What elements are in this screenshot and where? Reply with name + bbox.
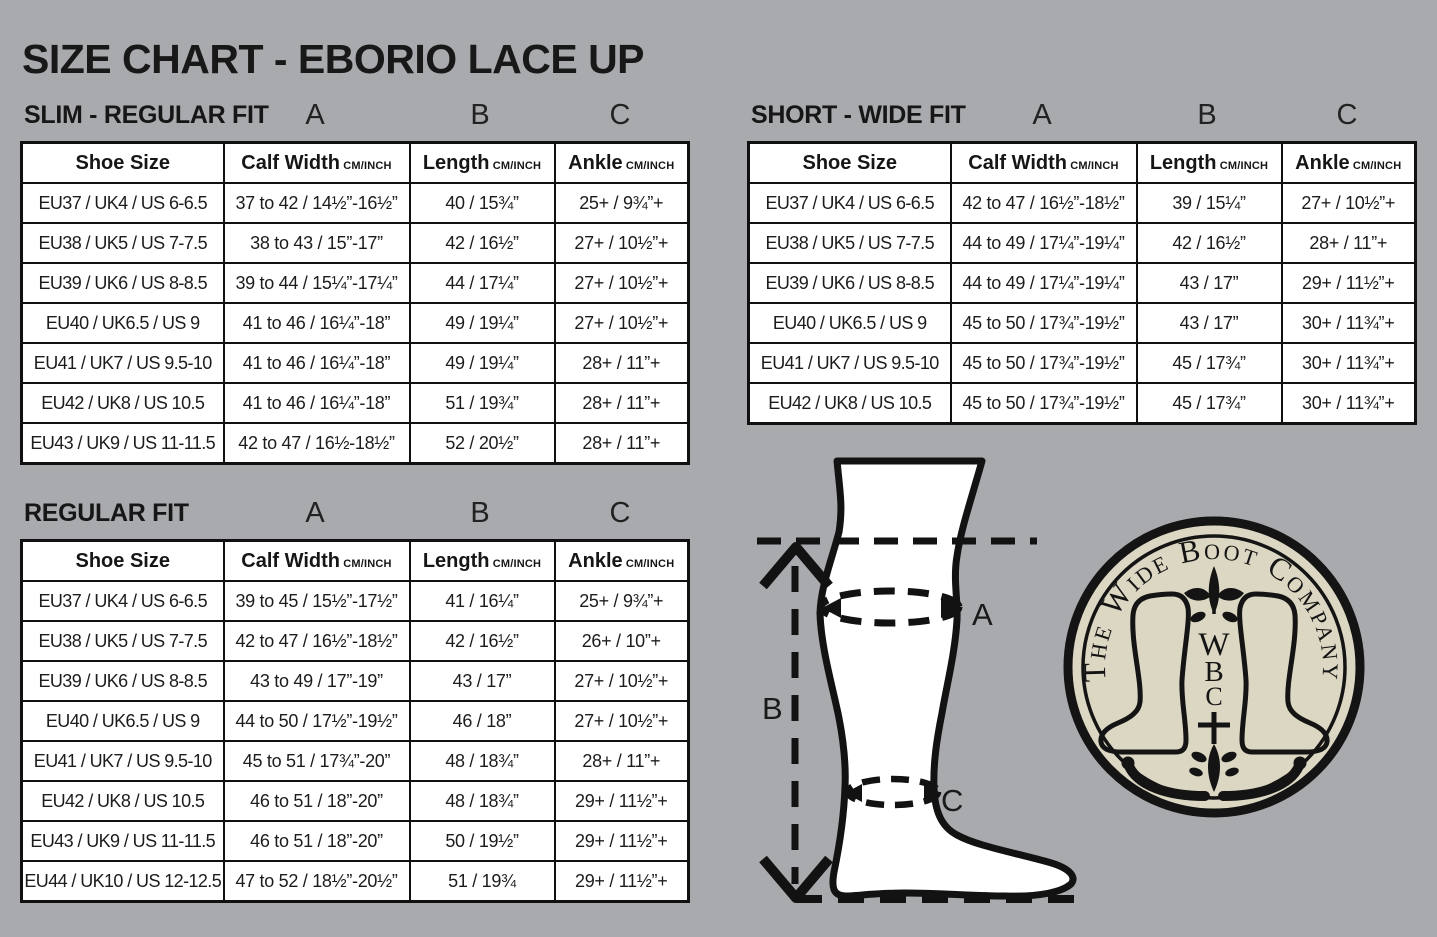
table-cell: 45 to 50 / 17¾”-19½”	[951, 303, 1137, 343]
header-cell: Calf Width CM/INCH	[224, 143, 410, 184]
table-cell: 30+ / 11¾”+	[1282, 343, 1416, 383]
column-letter-c: C	[1336, 99, 1358, 131]
table-cell: 28+ / 11”+	[555, 423, 689, 464]
boot-measurement-diagram	[757, 461, 1089, 899]
logo-monogram-w: W	[1198, 627, 1230, 663]
table-cell: 30+ / 11¾”+	[1282, 303, 1416, 343]
table-cell: 29+ / 11½”+	[555, 781, 689, 821]
table-cell: 41 / 16¼”	[410, 581, 555, 621]
table-cell: 39 / 15¼”	[1137, 183, 1282, 223]
table-cell: EU37 / UK4 / US 6-6.5	[22, 183, 224, 223]
header-cell: Shoe Size	[22, 143, 224, 184]
table-cell: 46 to 51 / 18”-20”	[224, 781, 410, 821]
table-cell: 47 to 52 / 18½”-20½”	[224, 861, 410, 902]
table-cell: EU37 / UK4 / US 6-6.5	[22, 581, 224, 621]
table-cell: 44 to 49 / 17¼”-19¼”	[951, 263, 1137, 303]
table-cell: 29+ / 11½”+	[555, 861, 689, 902]
table-cell: EU40 / UK6.5 / US 9	[22, 701, 224, 741]
diagram-label-b: B	[762, 691, 783, 726]
table-cell: 46 to 51 / 18”-20”	[224, 821, 410, 861]
table-cell: EU40 / UK6.5 / US 9	[749, 303, 951, 343]
header-cell: Calf Width CM/INCH	[224, 541, 410, 582]
page-title: SIZE CHART - EBORIO LACE UP	[22, 36, 645, 82]
wide-boot-company-logo	[1068, 521, 1360, 813]
table-cell: 49 / 19¼”	[410, 303, 555, 343]
table-cell: 25+ / 9¾”+	[555, 183, 689, 223]
table-cell: 43 to 49 / 17”-19”	[224, 661, 410, 701]
table-cell: 51 / 19¾	[410, 861, 555, 902]
header-cell: Length CM/INCH	[410, 541, 555, 582]
table-cell: 45 / 17¾”	[1137, 343, 1282, 383]
table-cell: 48 / 18¾”	[410, 741, 555, 781]
table-cell: EU42 / UK8 / US 10.5	[749, 383, 951, 424]
table-cell: 52 / 20½”	[410, 423, 555, 464]
table-cell: EU38 / UK5 / US 7-7.5	[22, 621, 224, 661]
table-cell: 45 to 50 / 17¾”-19½”	[951, 343, 1137, 383]
table-cell: 29+ / 11½”+	[1282, 263, 1416, 303]
table-cell: EU40 / UK6.5 / US 9	[22, 303, 224, 343]
table-cell: 43 / 17”	[410, 661, 555, 701]
diagram-label-a: A	[972, 597, 993, 632]
section-title: SLIM - REGULAR FIT	[24, 101, 269, 129]
table-cell: EU37 / UK4 / US 6-6.5	[749, 183, 951, 223]
table-cell: EU39 / UK6 / US 8-8.5	[22, 661, 224, 701]
logo-monogram-b: B	[1204, 656, 1224, 688]
header-cell: Length CM/INCH	[1137, 143, 1282, 184]
table-cell: 28+ / 11”+	[555, 383, 689, 423]
table-cell: 41 to 46 / 16¼”-18”	[224, 343, 410, 383]
table-cell: EU39 / UK6 / US 8-8.5	[749, 263, 951, 303]
table-cell: 28+ / 11”+	[555, 741, 689, 781]
table-cell: 48 / 18¾”	[410, 781, 555, 821]
column-letter-a: A	[305, 99, 325, 131]
table-cell: EU41 / UK7 / US 9.5-10	[749, 343, 951, 383]
table-cell: 30+ / 11¾”+	[1282, 383, 1416, 424]
table-cell: 27+ / 10½”+	[1282, 183, 1416, 223]
table-cell: 42 to 47 / 16½-18½”	[224, 423, 410, 464]
column-letter-b: B	[1197, 99, 1217, 131]
table-cell: 44 to 50 / 17½”-19½”	[224, 701, 410, 741]
table-cell: EU38 / UK5 / US 7-7.5	[22, 223, 224, 263]
column-letter-b: B	[470, 99, 490, 131]
table-cell: 27+ / 10½”+	[555, 303, 689, 343]
table-cell: 49 / 19¼”	[410, 343, 555, 383]
table-cell: 44 to 49 / 17¼”-19¼”	[951, 223, 1137, 263]
header-cell: Ankle CM/INCH	[1282, 143, 1416, 184]
table-cell: 29+ / 11½”+	[555, 821, 689, 861]
header-cell: Shoe Size	[22, 541, 224, 582]
table-cell: 28+ / 11”+	[1282, 223, 1416, 263]
table-cell: 42 / 16½”	[1137, 223, 1282, 263]
table-cell: 41 to 46 / 16¼”-18”	[224, 383, 410, 423]
table-cell: EU42 / UK8 / US 10.5	[22, 383, 224, 423]
table-cell: 51 / 19¾”	[410, 383, 555, 423]
logo-monogram-c: C	[1205, 682, 1223, 711]
table-cell: 42 / 16½”	[410, 223, 555, 263]
header-cell: Ankle CM/INCH	[555, 143, 689, 184]
table-cell: 27+ / 10½”+	[555, 661, 689, 701]
header-cell: Length CM/INCH	[410, 143, 555, 184]
table-cell: 45 to 50 / 17¾”-19½”	[951, 383, 1137, 424]
section-title: REGULAR FIT	[24, 499, 189, 527]
table-cell: 27+ / 10½”+	[555, 263, 689, 303]
table-cell: EU44 / UK10 / US 12-12.5	[22, 861, 224, 902]
column-letter-c: C	[609, 497, 631, 529]
column-letter-a: A	[1032, 99, 1052, 131]
table-cell: 46 / 18”	[410, 701, 555, 741]
table-cell: 41 to 46 / 16¼”-18”	[224, 303, 410, 343]
table-cell: 37 to 42 / 14½”-16½”	[224, 183, 410, 223]
table-cell: 45 / 17¾”	[1137, 383, 1282, 424]
table-cell: 42 to 47 / 16½”-18½”	[951, 183, 1137, 223]
table-cell: 26+ / 10”+	[555, 621, 689, 661]
table-cell: 38 to 43 / 15”-17”	[224, 223, 410, 263]
column-letter-c: C	[609, 99, 631, 131]
table-cell: 27+ / 10½”+	[555, 223, 689, 263]
table-cell: 43 / 17”	[1137, 263, 1282, 303]
table-cell: 25+ / 9¾”+	[555, 581, 689, 621]
table-cell: EU39 / UK6 / US 8-8.5	[22, 263, 224, 303]
table-cell: EU43 / UK9 / US 11-11.5	[22, 821, 224, 861]
table-cell: EU41 / UK7 / US 9.5-10	[22, 343, 224, 383]
column-letter-b: B	[470, 497, 490, 529]
table-cell: 42 to 47 / 16½”-18½”	[224, 621, 410, 661]
logo-ring-text: The Wide Boot Company	[1076, 530, 1352, 683]
table-cell: 39 to 44 / 15¼”-17¼”	[224, 263, 410, 303]
section-title: SHORT - WIDE FIT	[751, 101, 966, 129]
table-cell: EU43 / UK9 / US 11-11.5	[22, 423, 224, 464]
diagram-label-c: C	[941, 783, 964, 818]
table-cell: EU41 / UK7 / US 9.5-10	[22, 741, 224, 781]
table-cell: 42 / 16½”	[410, 621, 555, 661]
column-letter-a: A	[305, 497, 325, 529]
table-cell: 45 to 51 / 17¾”-20”	[224, 741, 410, 781]
header-cell: Shoe Size	[749, 143, 951, 184]
table-cell: 44 / 17¼”	[410, 263, 555, 303]
table-cell: 50 / 19½”	[410, 821, 555, 861]
table-cell: 27+ / 10½”+	[555, 701, 689, 741]
table-cell: EU42 / UK8 / US 10.5	[22, 781, 224, 821]
header-cell: Calf Width CM/INCH	[951, 143, 1137, 184]
header-cell: Ankle CM/INCH	[555, 541, 689, 582]
table-cell: 39 to 45 / 15½”-17½”	[224, 581, 410, 621]
table-cell: EU38 / UK5 / US 7-7.5	[749, 223, 951, 263]
table-cell: 28+ / 11”+	[555, 343, 689, 383]
table-cell: 40 / 15¾”	[410, 183, 555, 223]
leg-outline	[820, 461, 1073, 896]
table-cell: 43 / 17”	[1137, 303, 1282, 343]
